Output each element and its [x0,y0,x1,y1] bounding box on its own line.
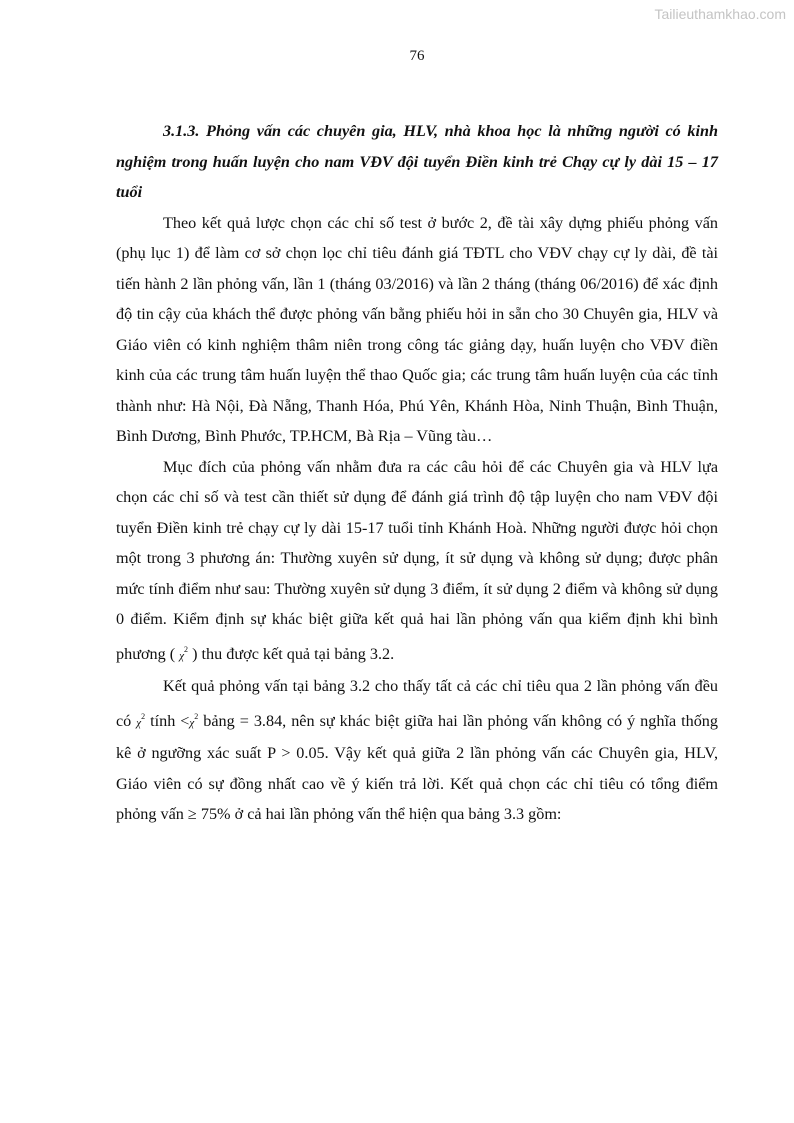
chi-square-exponent: 2 [194,711,199,721]
paragraph-3-start: Kết quả phỏng vấn tại bảng 3.2 cho thấy tất cả các chỉ tiêu qua 2 lần phỏng vấn đều có [116,677,718,730]
section-heading: 3.1.3. Phỏng vấn các chuyên gia, HLV, nhà khoa học là những người có kinh nghiệm trong huấn luyện cho nam VĐV đội tuyển Điền kinh trẻ Chạy cự ly dài 15 – 17 tuổi [116,122,718,201]
paragraph-3-mid: tính < [145,711,190,730]
chi-square-symbol: χ [136,716,142,729]
chi-square-exponent: 2 [141,711,146,721]
paragraph-3-end: bảng = 3.84, nên sự khác biệt giữa hai lần phỏng vấn không có ý nghĩa thống kê ở ngưỡng xác suất P > 0.05. Vậy kết quả giữa 2 lần phỏng vấn các Chuyên gia, HLV, Giáo viên có sự đồng nhất cao về ý kiến trả lời. Kết quả chọn các chỉ tiêu có tổng điểm phỏng vấn ≥ 75% ở cả hai lần phỏng vấn thể hiện qua bảng 3.3 gồm: [116,711,718,823]
chi-square-symbol: χ [179,649,185,662]
paragraph-3 [116,671,718,830]
chi-square-exponent: 2 [184,644,189,654]
paragraph-2-end: ) thu được kết quả tại bảng 3.2. [192,644,395,663]
document-body [116,116,718,830]
chi-square-symbol: χ [189,716,195,729]
paragraph-2-text: Mục đích của phỏng vấn nhằm đưa ra các câu hỏi để các Chuyên gia và HLV lựa chọn các chỉ số và test cần thiết sử dụng để đánh giá trình độ tập luyện cho nam VĐV đội tuyển Điền kinh trẻ chạy cự ly dài 15-17 tuổi tỉnh Khánh Hoà. Những người được hỏi chọn một trong 3 phương án: Thường xuyên sử dụng, ít sử dụng và không sử dụng; được phân mức tính điểm như sau: Thường xuyên sử dụng 3 điểm, ít sử dụng 2 điểm và không sử dụng 0 điểm. Kiểm định sự khác biệt giữa kết quả hai lần phỏng vấn qua kiểm định khi bình phương ( [116,457,718,663]
watermark: Tailieuthamkhao.com [654,6,786,22]
paragraph-2 [116,452,718,672]
page-number: 76 [409,48,425,64]
paragraph-1: Theo kết quả lược chọn các chỉ số test ở bước 2, đề tài xây dựng phiếu phỏng vấn (phụ lục 1) để làm cơ sở chọn lọc chỉ tiêu đánh giá TĐTL cho VĐV chạy cự ly dài, đề tài tiến hành 2 lần phỏng vấn, lần 1 (tháng 03/2016) và lần 2 tháng (tháng 06/2016) để xác định độ tin cậy của khách thể được phỏng vấn bằng phiếu hỏi in sẵn cho 30 Chuyên gia, HLV và Giáo viên có kinh nghiệm thâm niên trong công tác giảng dạy, huấn luyện cho VĐV điền kinh của các trung tâm huấn luyện thể thao Quốc gia; các trung tâm huấn luyện của các tỉnh thành như: Hà Nội, Đà Nẵng, Thanh Hóa, Phú Yên, Khánh Hòa, Ninh Thuận, Bình Thuận, Bình Dương, Bình Phước, TP.HCM, Bà Rịa – Vũng tàu… [116,213,718,445]
